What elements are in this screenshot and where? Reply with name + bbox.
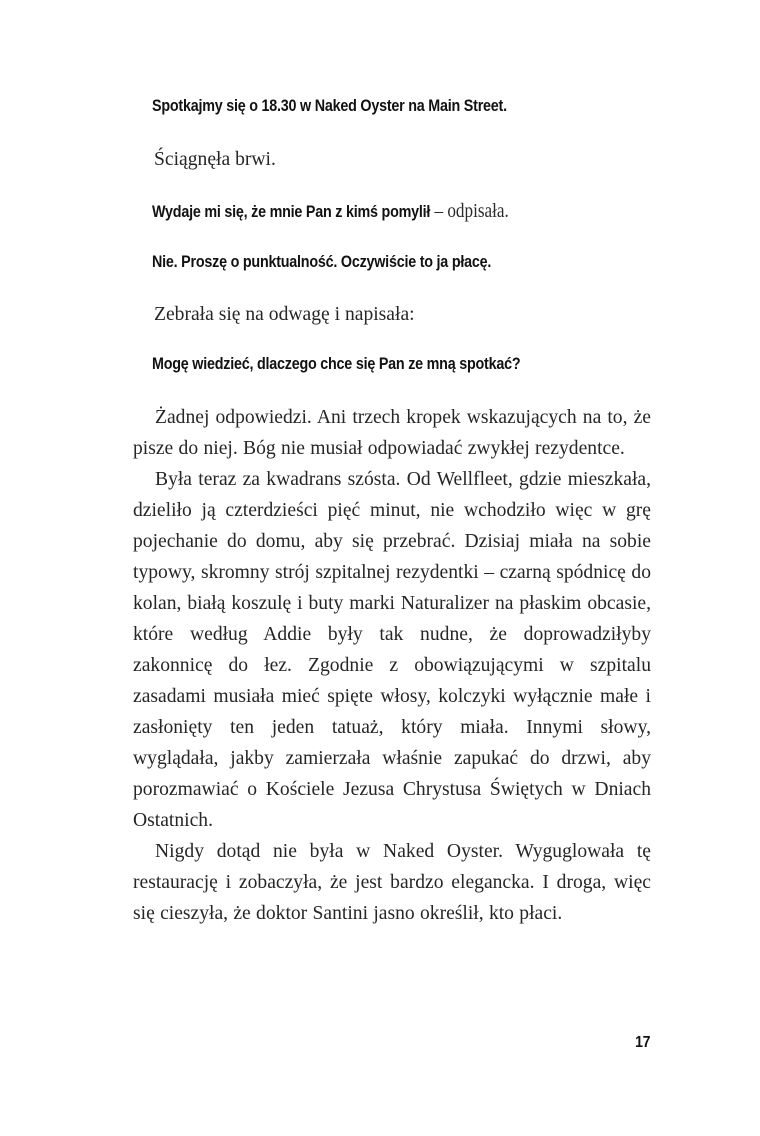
spacer [133, 327, 651, 352]
message-line-3 [152, 250, 591, 274]
body-paragraph-3: Nigdy dotąd nie była w Naked Oyster. Wyguglowała tę restaurację i zobaczyła, że jest bardzo elegancka. I droga, więc się cieszyła, że doktor Santini jasno określił, kto płaci. [133, 841, 651, 925]
message-line-2 [152, 200, 591, 224]
page-number [0, 1034, 650, 1052]
spacer [133, 224, 651, 250]
message-text: Wydaje mi się, że mnie Pan z kimś pomylił [152, 202, 431, 221]
spacer [133, 275, 651, 302]
narrative-line-2: Zebrała się na odwagę i napisała: [154, 303, 415, 325]
body-paragraph-1: Żadnej odpowiedzi. Ani trzech kropek wskazujących na to, że pisze do niej. Bóg nie musiał odpowiadać zwykłej rezydentce. [133, 407, 651, 460]
body-paragraph-2: Była teraz za kwadrans szósta. Od Wellfleet, gdzie mieszkała, dzieliło ją czterdzieści pięć minut, nie wchodziło więc w grę pojechanie do domu, aby się przebrać. Dzisiaj miała na sobie typowy, skromny strój szpitalnej rezydentki – czarną spódnicę do kolan, białą koszulę i buty marki Naturalizer na płaskim obcasie, które według Addie były tak nudne, że doprowadziłyby zakonnicę do łez. Zgodnie z obowiązującymi w szpitalu zasadami musiała mieć spięte włosy, kolczyki wyłącznie małe i zasłonięty ten jeden tatuaż, który miała. Innymi słowy, wyglądała, jakby zamierzała właśnie zapukać do drzwi, aby porozmawiać o Kościele Jezusa Chrystusa Świętych w Dniach Ostatnich. [133, 469, 651, 832]
message-text: Mogę wiedzieć, dlaczego chce się Pan ze mną spotkać? [152, 355, 521, 374]
spacer [133, 376, 651, 402]
message-text: Spotkajmy się o 18.30 w Naked Oyster na Main Street. [152, 97, 507, 115]
message-text: Nie. Proszę o punktualność. Oczywiście to ja płacę. [152, 253, 492, 272]
message-line-4 [152, 352, 591, 376]
message-line-1 [152, 94, 591, 118]
message-tail: – odpisała. [430, 200, 509, 222]
page-number-value: 17 [634, 1034, 650, 1051]
text-column [133, 94, 651, 929]
narrative-line-1: Ściągnęła brwi. [154, 149, 276, 171]
spacer [133, 173, 651, 200]
spacer [133, 118, 651, 147]
